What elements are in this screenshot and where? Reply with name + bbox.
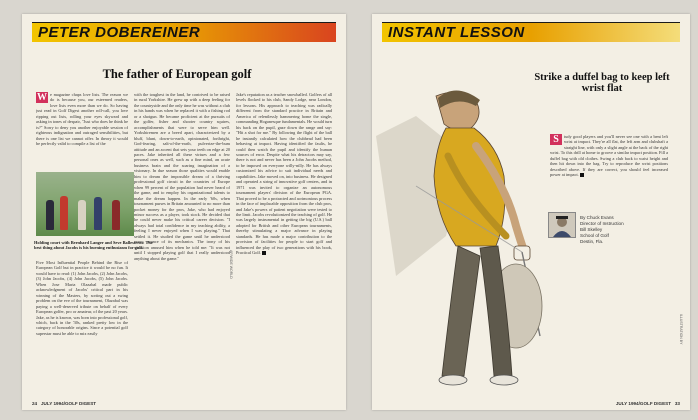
page-number: 24 [32,401,38,406]
article-column-1 [36,92,128,168]
article-title: The father of European golf [102,67,252,81]
golf-photo [36,172,134,236]
article-column-2 [134,92,230,392]
column-banner [382,22,680,42]
byline [580,215,660,245]
illustration-credit: ILLUSTRATION BY [679,314,683,345]
lesson-body: tudy good players and you'll never see one with a bent left wrist at impact. They're all flat, the left arm and clubshaft a straight line, with only a slight angle at the back of the right wrist. To this drill at home to groove a similar impact position. Fill a duffel bag with old clothes. Swing a club back to waist height and then hit down into the bag. Try to reproduce the wrist positions described above. If they are correct, you should feel increased power at impact. [550,134,668,178]
lesson-text [550,134,668,210]
right-page [372,14,690,410]
byline-line: By Chuck Evans [580,215,614,220]
photo-caption: Holding court with Bernhard Langer and Seve Ballesteros: The best thing about Jacobs is his burning enthusiasm for golf. [34,240,153,251]
drop-cap: W [37,92,47,103]
folio-title: JULY 1994/GOLF DIGEST [615,401,672,406]
article-column-1-lower [36,260,128,390]
photo-credit: AP/WIDE WORLD [229,250,233,279]
folio-right [616,401,680,406]
folio-left [32,401,96,406]
left-page [22,14,346,410]
article-title: Strike a duffel bag to keep left wrist flat [534,72,670,94]
byline-line: Bill Skelley [580,227,603,232]
instructor-photo [548,212,576,238]
column-label: PETER DOBEREINER [38,24,201,41]
article-column-3 [236,92,332,392]
byline-line: Director of Instruction [580,221,624,226]
folio-title: JULY 1994/GOLF DIGEST [40,401,97,406]
column-label: INSTANT LESSON [388,24,525,41]
column-3-text: Jake's reputation as a teacher snowballed. Golfers of all levels flocked to his club, Sandy Lodge, near London, for lessons. His approach to teaching was radically different from the standard practice in Britain and America of relentlessly hammering home the single, commanding Hoganesque fundamentals. He would turn his back on the pupil, gaze down the range and say: "Hit a shot for me." By following the flight of the ball he instantly calculated how the clubhead had been behaving at impact. Having identified the faults, he could then watch the pupil and identify the human sources of error. Despite what his detractors may say, there is not and never has been a John Jacobs method, to be imposed on everyone willy-nilly. He has always customized his advice to suit individual needs and capabilities. Jake moved on, into business. He designed and operated a string of innovative golf centers, and in 1971 was invited to organize an autonomous tournament players' division of the European PGA. That proved to be a protracted and acrimonious process in the face of implacable opposition from the club pros, and Jake's powers of patient negotiation were tested to the limit. Jacobs revolutionized the teaching of golf. He was largely instrumental in getting the big (U.S.) ball adopted for British and other European tournaments, thereby stimulating a major advance in playing standards. He has made a major contribution to the provision of facilities for people to start golf and influenced the play of two generations with his book, Practical Golf. [236,92,332,256]
golfer-illustration [376,76,546,394]
byline-line: School of Golf [580,233,609,238]
column-banner [32,22,336,42]
end-mark-icon [262,251,266,255]
drop-cap: S [550,134,562,145]
byline-line: Destin, Fla. [580,239,604,244]
page-number: 33 [674,401,680,406]
column-1-text: e magazine chaps love lists. The reason we do is because you, our esteemed readers, love lists even more than we do. So having just read in Golf Digest another roll-call, you love ripping out lists, rolling your eyes skyward and asking in tones of despair, "Just who does he think he is?" Sorry to deny you another enjoyable session of righteous indignation and outraged sensibilities, but there is one list we cannot offer. In theory it would be perfectly valid to compile a list of the [36,92,128,147]
column-1-lower-text: Five Most Influential People Behind the Rise of European Golf but in practice it would be no fun. It would have to read: (1) John Jacobs, (2) John Jacobs, (3) John Jacobs, (4) John Jacobs, (5) John Jacobs. When Jose Maria Olazabal made public acknowledgment of Jacobs' critical part in his winning of the Masters, by sorting out a swing problem on the eve of the tournament, Olazabal was paying a well-deserved tribute on behalf of every European golfer, pro or amateur, of the past 20 years. Jake, as he is known, was born into professional golf, which, back in the '30s, ranked pretty low in the category of honorable origins. Since a potential golf superstar must be able to mix easily [36,260,128,336]
end-mark-icon [580,173,584,177]
column-2-text: with the toughest in the land, he contrived to be raised in rural Yorkshire. He grew up with a deep feeling for the countryside and the only time he was without a club in his hands was when he replaced it with a fishing rod or a shotgun. He became proficient at the pursuits of the golfer, fisher and shooter country squires, accomplishments that were to serve him well. Yorkshiremen are a breed apart, characterized by a bluff, blunt, down-to-earth, opinionated, forthright, God-fearing, salt-of-the-earth, pulverize-the-bum attitude and an accent that sets your teeth on edge at 20 paces. Jake inherited all these virtues and a few personal ones as well, such as a fine mind, an acute business brain and the soaring imagination of a visionary. In due season those qualities would enable him to dream the impossible dream of a thriving professional golf circuit in the countries of Europe when 99 percent of the population had never heard of the game, and to employ his organizational talents to make the dream happen. In the early '60s, when tournament purses in Britain amounted to no more than pocket money for the pros, Jake, who had enjoyed minor success as a player, took stock. He decided that he could never make his critical career decision. "I always had total confidence in my teaching ability, a feeling I never enjoyed when I was playing." That settled it. He studied the game until he understood every nuance of its mechanics. The irony of his situation amused him when he told me: "It was not until I stopped playing golf that I really understood anything about the game." [134,92,230,261]
